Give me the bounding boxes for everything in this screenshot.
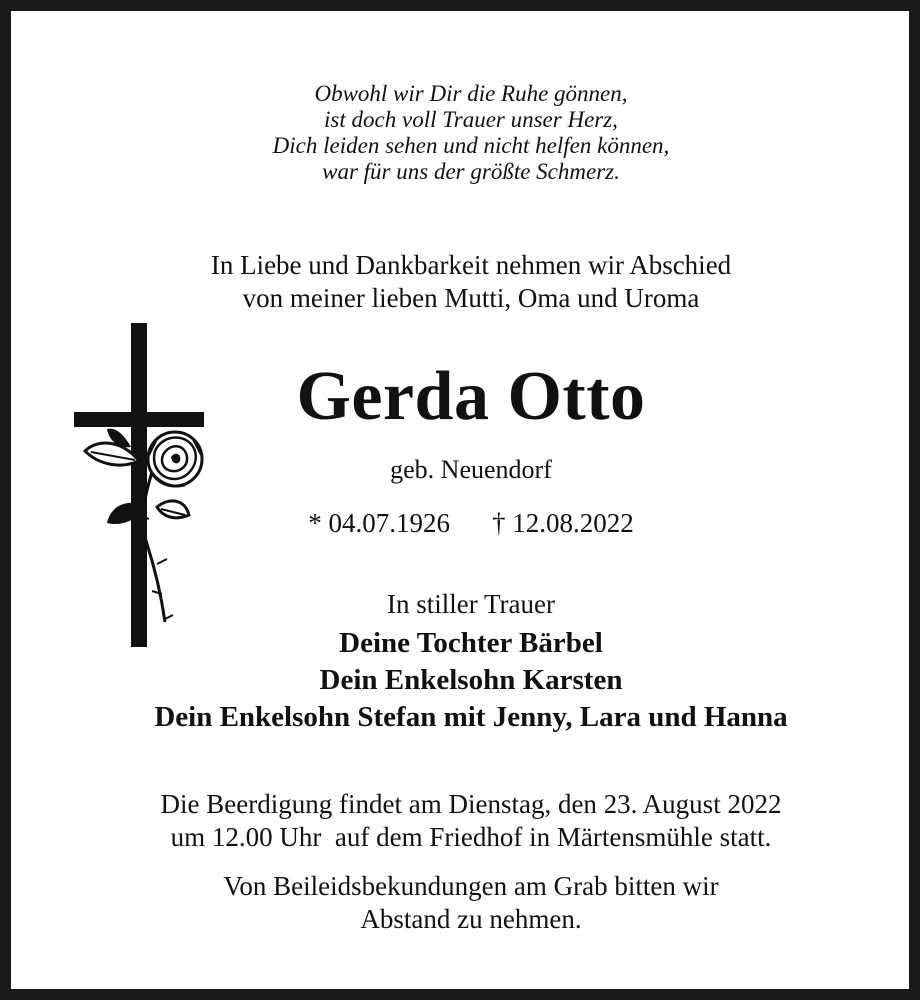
farewell-intro: [11, 249, 920, 315]
deceased-name: Gerda Otto: [296, 358, 646, 435]
death-date: † 12.08.2022: [492, 508, 634, 538]
funeral-line: Die Beerdigung findet am Dienstag, den 23. August 2022: [160, 789, 782, 819]
poem-line: war für uns der größte Schmerz.: [322, 159, 620, 184]
funeral-notice: [11, 788, 920, 854]
mourner-name: Deine Tochter Bärbel: [339, 627, 603, 659]
poem-line: Dich leiden sehen und nicht helfen können,: [272, 133, 670, 158]
mourners-list: [11, 625, 920, 736]
condolence-line: Von Beileidsbekundungen am Grab bitten wir: [223, 871, 719, 901]
mourner-name: Dein Enkelsohn Stefan mit Jenny, Lara und Hanna: [154, 701, 788, 733]
mourner-name: Dein Enkelsohn Karsten: [319, 664, 623, 696]
poem: [11, 81, 920, 185]
poem-line: ist doch voll Trauer unser Herz,: [324, 107, 618, 132]
maiden-name: geb. Neuendorf: [390, 455, 552, 484]
life-dates: [11, 506, 920, 540]
intro-line: von meiner lieben Mutti, Oma und Uroma: [242, 283, 700, 313]
poem-line: Obwohl wir Dir die Ruhe gönnen,: [314, 81, 628, 106]
birth-date: * 04.07.1926: [308, 508, 450, 538]
condolence-line: Abstand zu nehmen.: [360, 904, 582, 934]
mourning-heading: In stiller Trauer: [387, 589, 555, 619]
condolence-note: [11, 870, 920, 936]
intro-line: In Liebe und Dankbarkeit nehmen wir Abschied: [210, 250, 732, 280]
funeral-line: um 12.00 Uhr auf dem Friedhof in Märtensmühle statt.: [170, 822, 772, 852]
